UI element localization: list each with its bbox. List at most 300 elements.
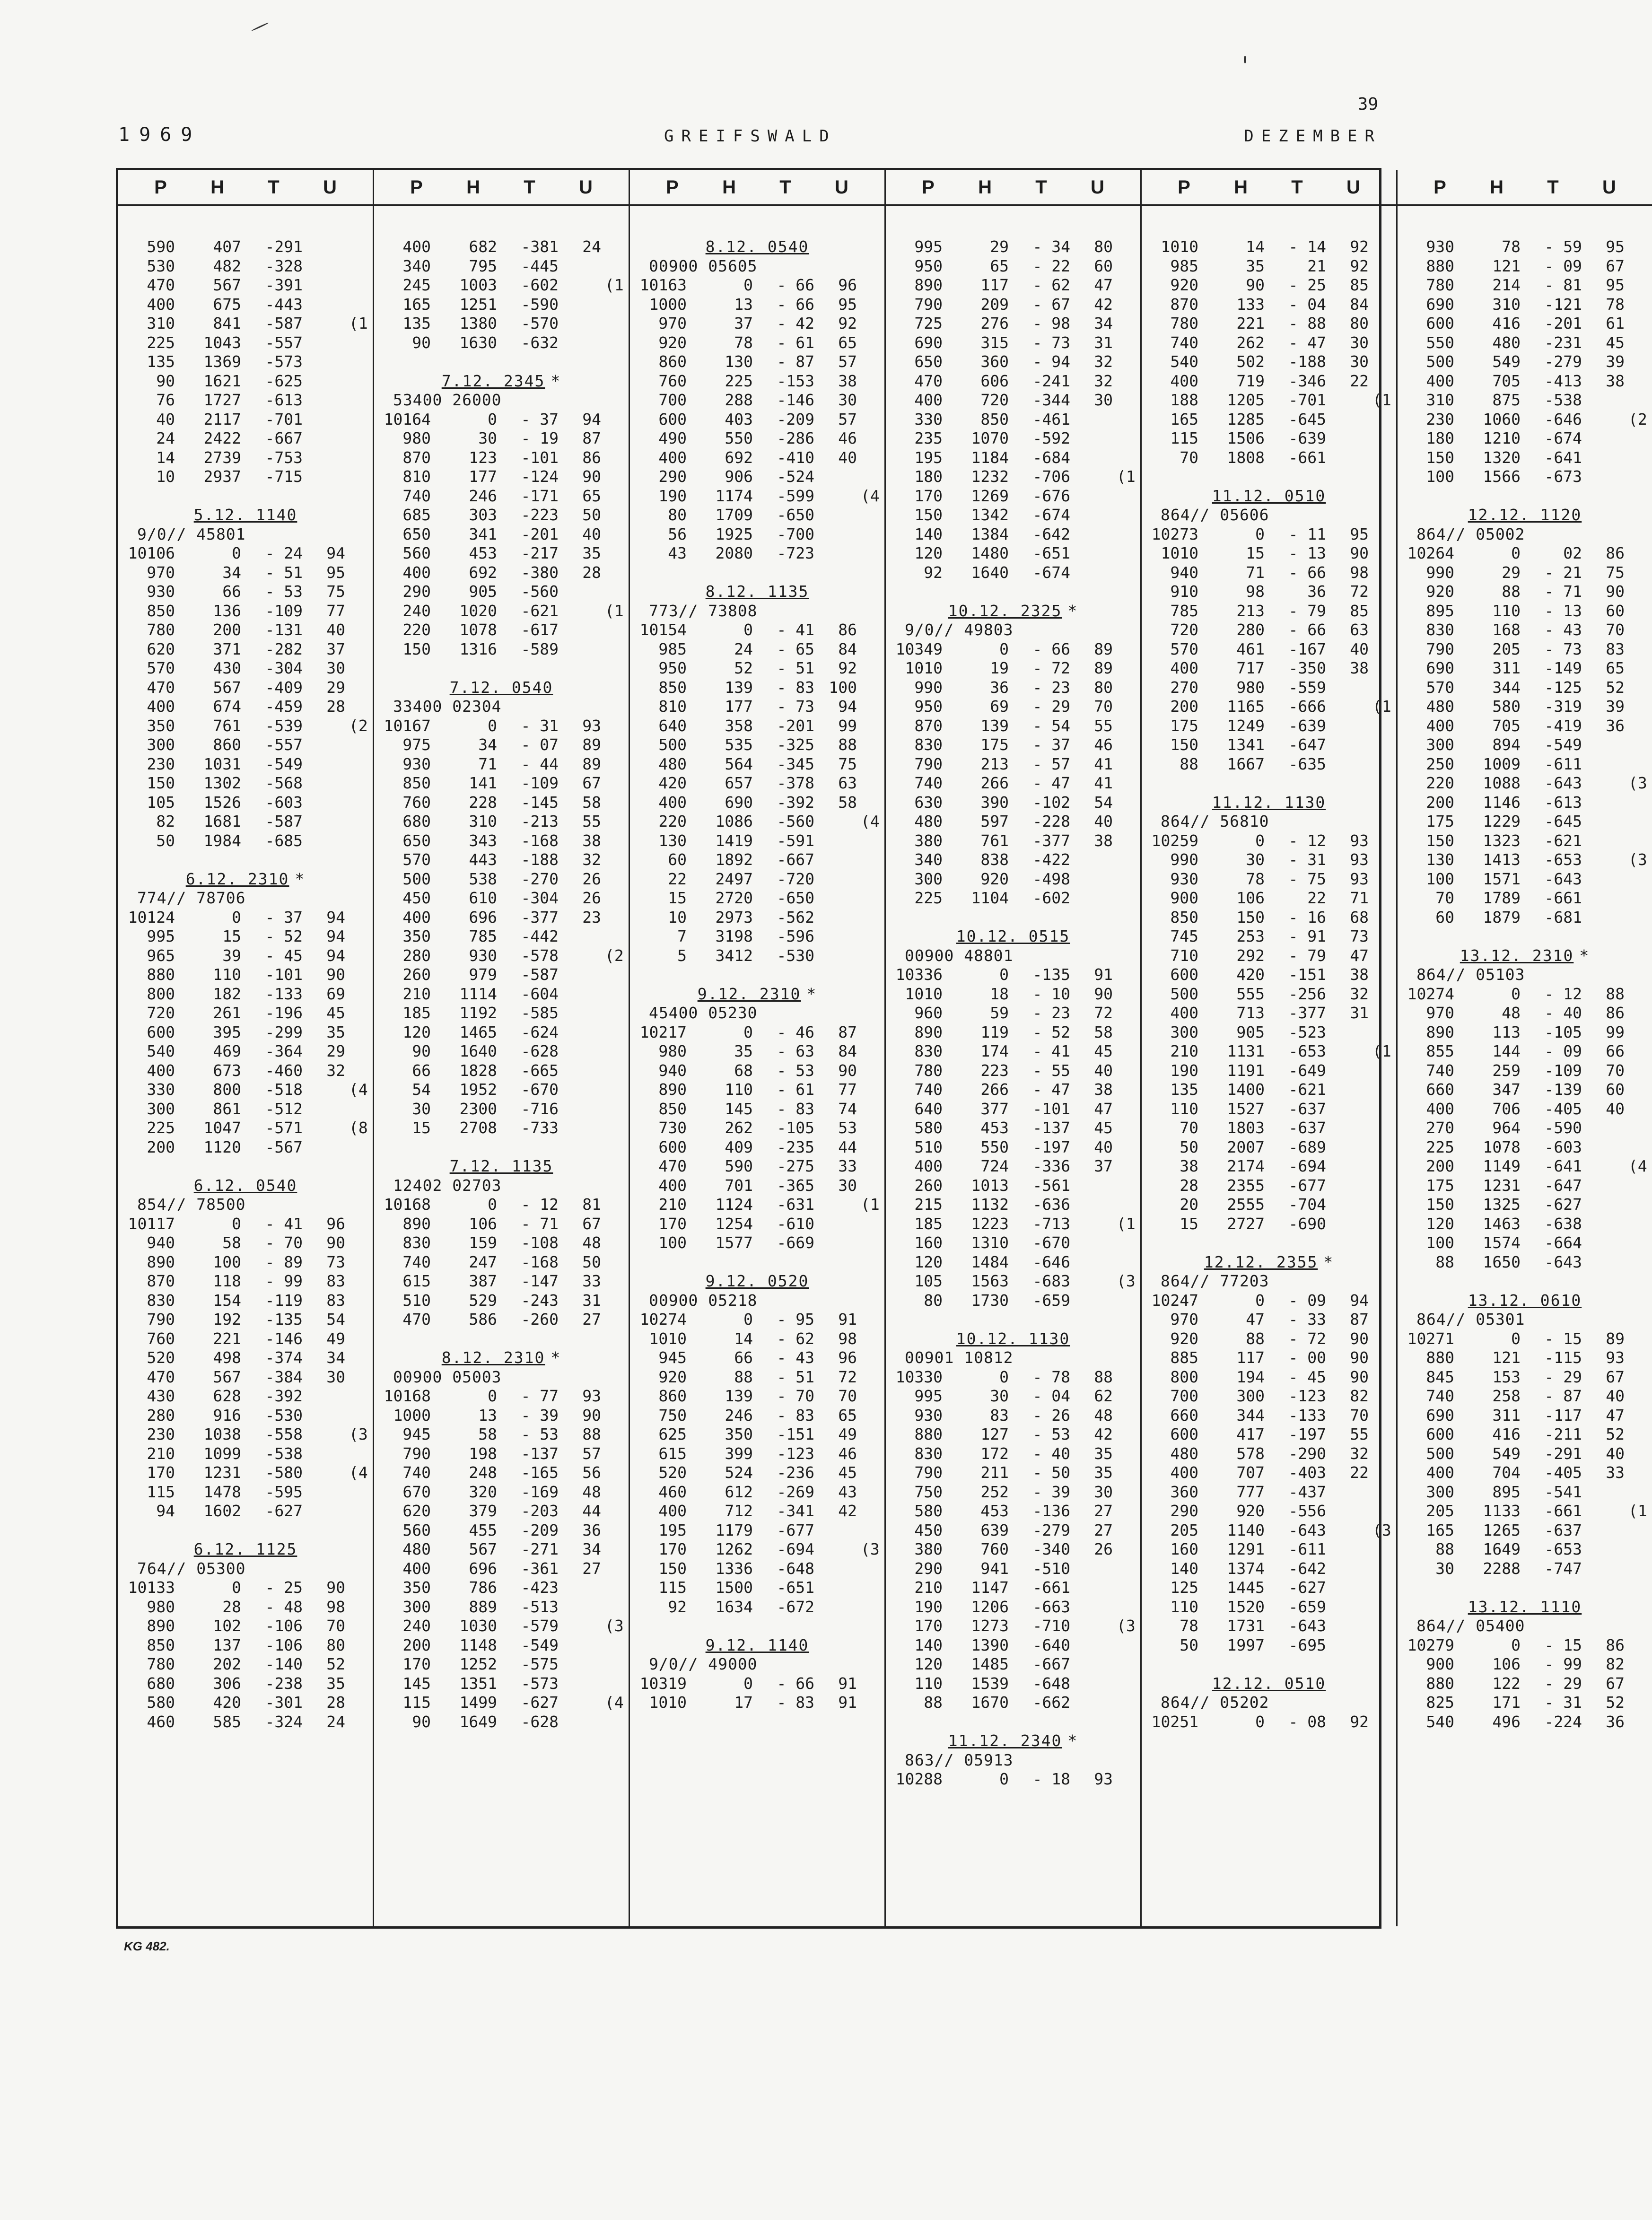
cell-u: 30 [1350, 352, 1369, 371]
table-row [118, 1100, 373, 1119]
cell-t: -589 [521, 639, 559, 658]
table-row [118, 1406, 373, 1425]
cell-p: 10168 [384, 1387, 431, 1406]
cell-u: 46 [838, 429, 857, 448]
cell-t: - 09 [1288, 1291, 1326, 1310]
cell-h: 1140 [1227, 1521, 1265, 1539]
table-row [118, 295, 373, 315]
cell-u: 38 [1350, 965, 1369, 984]
cell-t: - 41 [1032, 1042, 1070, 1061]
cell-h: 47 [1246, 1310, 1265, 1329]
cell-t: -573 [265, 352, 303, 371]
cell-t: - 47 [1288, 333, 1326, 352]
cell-h: 717 [1236, 659, 1265, 678]
cell-t: -460 [265, 1061, 303, 1080]
table-row [374, 467, 629, 487]
cell-p: 550 [1426, 333, 1454, 352]
cell-h: 1254 [715, 1214, 753, 1233]
ascent-datetime [630, 1636, 884, 1655]
cell-h: 259 [1492, 1061, 1521, 1080]
cell-p: 225 [147, 333, 175, 352]
cell-h: 1380 [459, 314, 497, 333]
cell-h: 136 [213, 601, 241, 620]
cell-h: 52 [734, 659, 753, 678]
table-column-3 [630, 170, 886, 1926]
cell-t: -345 [777, 754, 814, 773]
cell-u: 95 [838, 295, 857, 314]
table-row [118, 812, 373, 831]
cell-t: -169 [521, 1482, 559, 1501]
table-row [374, 1233, 629, 1253]
table-row [118, 257, 373, 276]
cell-p: 90 [412, 1042, 431, 1061]
table-row [886, 333, 1140, 353]
table-row [1142, 1042, 1396, 1061]
cell-u: 94 [326, 908, 345, 926]
cell-h: 246 [469, 486, 497, 505]
cell-u: 68 [1350, 908, 1369, 926]
table-row [886, 487, 1140, 506]
cell-h: 403 [725, 410, 753, 428]
cell-p: 800 [147, 984, 175, 1003]
cell-p: 400 [402, 908, 431, 926]
table-row [1142, 391, 1396, 410]
ascent-datetime-text: 7.12. 0540 [449, 678, 553, 697]
cell-h: 154 [213, 1291, 241, 1310]
cell-t: - 54 [1032, 716, 1070, 735]
table-row [886, 1215, 1140, 1234]
cell-t: -695 [1288, 1635, 1326, 1654]
table-row [630, 1023, 884, 1042]
cell-h: 175 [980, 735, 1009, 754]
table-row [886, 506, 1140, 525]
table-row [374, 889, 629, 908]
column-header-label: H [1234, 176, 1248, 198]
cell-t: -556 [1288, 1502, 1326, 1521]
cell-t: - 11 [1288, 524, 1326, 543]
ascent-code: 864// 05400 [1416, 1617, 1525, 1635]
cell-h: 223 [980, 1061, 1009, 1080]
cell-h: 83 [990, 1406, 1009, 1425]
cell-h: 0 [743, 621, 753, 639]
cell-h: 0 [999, 1367, 1009, 1386]
cell-t: - 37 [521, 410, 559, 428]
cell-t: -137 [1032, 1119, 1070, 1137]
ascent-datetime-text: 12.12. 0510 [1212, 1674, 1326, 1693]
cell-n: (1 [349, 314, 368, 333]
cell-p: 980 [658, 1042, 687, 1061]
cell-u: 38 [582, 831, 601, 850]
cell-h: 1341 [1227, 735, 1265, 754]
ascent-datetime [374, 1348, 629, 1368]
table-row [630, 1080, 884, 1100]
cell-p: 290 [1170, 1502, 1198, 1521]
table-row [374, 295, 629, 315]
cell-t: -595 [265, 1482, 303, 1501]
table-row [118, 314, 373, 333]
table-row [630, 946, 884, 966]
ascent-datetime-text: 6.12. 2310 [185, 869, 289, 888]
table-row [1142, 1578, 1396, 1598]
table-row [630, 812, 884, 831]
table-row [1398, 1215, 1652, 1234]
cell-h: 35 [734, 1042, 753, 1061]
table-row [1398, 1061, 1652, 1081]
cell-u: 70 [326, 1617, 345, 1635]
table-row [1142, 410, 1396, 429]
cell-h: 119 [980, 1023, 1009, 1041]
cell-t: -670 [1032, 1233, 1070, 1252]
table-row [374, 1636, 629, 1655]
cell-t: -573 [521, 1674, 559, 1693]
table-row [1398, 621, 1652, 640]
cell-t: -666 [1288, 697, 1326, 716]
cell-p: 110 [1170, 1099, 1198, 1118]
cell-u: 70 [1606, 1061, 1625, 1080]
ascent-datetime [374, 678, 629, 698]
ascent-code: 864// 56810 [1161, 812, 1269, 830]
table-row [630, 850, 884, 870]
cell-p: 900 [1426, 1655, 1454, 1674]
cell-h: 117 [980, 276, 1009, 295]
cell-p: 880 [914, 1425, 943, 1444]
table-row [630, 372, 884, 391]
cell-h: 2007 [1227, 1137, 1265, 1156]
ascent-datetime-text: 6.12. 0540 [193, 1176, 297, 1195]
cell-h: 1078 [459, 621, 497, 639]
table-row [1398, 697, 1652, 717]
ascent-code: 864// 05301 [1416, 1310, 1525, 1329]
column-header-label: T [268, 176, 280, 198]
cell-p: 10124 [128, 908, 175, 926]
cell-t: -663 [1032, 1597, 1070, 1616]
cell-t: -570 [521, 314, 559, 333]
cell-h: 430 [213, 659, 241, 678]
cell-p: 570 [1170, 639, 1198, 658]
cell-p: 760 [147, 1329, 175, 1348]
table-row [886, 1253, 1140, 1272]
cell-h: 0 [1511, 544, 1521, 563]
cell-p: 500 [1426, 352, 1454, 371]
cell-h: 1325 [1483, 1195, 1521, 1214]
table-row [118, 544, 373, 563]
table-row [1398, 582, 1652, 602]
cell-h: 696 [469, 1559, 497, 1578]
cell-t: -279 [1544, 352, 1582, 371]
cell-p: 570 [402, 850, 431, 869]
cell-u: 91 [838, 1693, 857, 1712]
cell-p: 15 [412, 1119, 431, 1137]
cell-h: 1149 [1483, 1157, 1521, 1176]
cell-u: 90 [326, 1233, 345, 1252]
ascent-datetime [886, 927, 1140, 946]
cell-h: 315 [980, 333, 1009, 352]
cell-p: 580 [147, 1693, 175, 1712]
cell-t: -168 [521, 1252, 559, 1271]
cell-h: 36 [990, 678, 1009, 697]
cell-p: 600 [658, 1137, 687, 1156]
cell-p: 855 [1426, 1042, 1454, 1061]
cell-h: 252 [980, 1482, 1009, 1501]
table-row [374, 1291, 629, 1311]
cell-t: - 52 [1032, 1023, 1070, 1041]
table-row [886, 544, 1140, 563]
column-header-label: P [666, 176, 679, 198]
cell-t: - 47 [1032, 1080, 1070, 1099]
ascent-datetime-text: 8.12. 2310 [441, 1348, 545, 1367]
table-row [630, 1387, 884, 1406]
cell-p: 790 [402, 1444, 431, 1463]
cell-t: -498 [1032, 869, 1070, 888]
cell-t: -557 [265, 735, 303, 754]
cell-t: -625 [265, 371, 303, 390]
cell-t: -139 [1544, 1080, 1582, 1099]
table-column-2 [374, 170, 630, 1926]
cell-h: 1500 [715, 1578, 753, 1597]
table-row [886, 314, 1140, 333]
cell-p: 300 [1170, 1023, 1198, 1041]
cell-h: 253 [1236, 927, 1265, 946]
cell-p: 740 [1426, 1061, 1454, 1080]
table-row [1398, 448, 1652, 468]
cell-t: -557 [265, 333, 303, 352]
cell-h: 377 [980, 1099, 1009, 1118]
cell-t: -641 [1544, 448, 1582, 467]
cell-t: -704 [1288, 1195, 1326, 1214]
ascent-datetime-text: 13.12. 1110 [1468, 1597, 1582, 1616]
cell-h: 288 [725, 391, 753, 410]
cell-t: -340 [1032, 1540, 1070, 1559]
cell-u: 93 [1350, 869, 1369, 888]
cell-h: 1374 [1227, 1559, 1265, 1578]
cell-u: 45 [326, 1004, 345, 1023]
cell-u: 32 [582, 850, 601, 869]
table-row [118, 1310, 373, 1329]
cell-h: 713 [1236, 1004, 1265, 1023]
table-row [1398, 1713, 1652, 1732]
cell-h: 266 [980, 1080, 1009, 1099]
cell-n: (3 [1628, 850, 1647, 869]
cell-t: - 98 [1032, 314, 1070, 333]
cell-t: - 91 [1288, 927, 1326, 946]
table-row [886, 1368, 1140, 1387]
cell-t: -279 [1032, 1521, 1070, 1539]
table-row [886, 467, 1140, 487]
cell-p: 10154 [639, 621, 687, 639]
cell-t: -391 [265, 276, 303, 295]
cell-u: 38 [1350, 659, 1369, 678]
cell-u: 75 [1606, 563, 1625, 582]
cell-h: 1020 [459, 601, 497, 620]
cell-u: 43 [838, 1482, 857, 1501]
cell-u: 28 [326, 697, 345, 716]
cell-u: 90 [326, 1578, 345, 1597]
cell-p: 165 [1170, 410, 1198, 428]
cell-t: -747 [1544, 1559, 1582, 1578]
column-header-label: P [1433, 176, 1446, 198]
cell-u: 33 [838, 1157, 857, 1176]
table-row [1142, 352, 1396, 372]
ascent-code: 864// 05202 [1161, 1693, 1269, 1712]
cell-h: 705 [1492, 716, 1521, 735]
table-row [1398, 352, 1652, 372]
table-row [374, 1387, 629, 1406]
cell-h: 1539 [971, 1674, 1009, 1693]
cell-h: 29 [1502, 563, 1521, 582]
cell-h: 133 [1236, 295, 1265, 314]
table-row [374, 755, 629, 774]
cell-p: 400 [1426, 716, 1454, 735]
ascent-code: 774// 78706 [137, 889, 246, 907]
cell-u: 60 [1606, 1080, 1625, 1099]
table-row [886, 1157, 1140, 1176]
cell-p: 520 [147, 1348, 175, 1367]
ascent-datetime [118, 1176, 373, 1196]
ascent-datetime-text: 6.12. 1125 [193, 1540, 297, 1558]
table-row [886, 1636, 1140, 1655]
cell-p: 740 [402, 1463, 431, 1482]
cell-t: -613 [265, 391, 303, 410]
table-row [1142, 1559, 1396, 1579]
cell-p: 975 [402, 735, 431, 754]
cell-p: 400 [1426, 1463, 1454, 1482]
cell-u: 40 [1606, 1387, 1625, 1406]
cell-p: 100 [1426, 869, 1454, 888]
table-row [374, 1004, 629, 1023]
cell-u: 52 [326, 1655, 345, 1674]
cell-t: -627 [1288, 1578, 1326, 1597]
cell-u: 28 [582, 563, 601, 582]
cell-t: -201 [521, 524, 559, 543]
cell-p: 930 [147, 582, 175, 601]
cell-h: 1133 [1483, 1502, 1521, 1521]
cell-p: 260 [402, 965, 431, 984]
cell-u: 34 [326, 1348, 345, 1367]
table-row [630, 467, 884, 487]
table-row [1398, 1368, 1652, 1387]
table-row [118, 1042, 373, 1061]
cell-t: - 34 [1032, 237, 1070, 256]
table-row [886, 985, 1140, 1004]
ascent-code: 12402 02703 [393, 1176, 502, 1195]
cell-h: 1147 [971, 1578, 1009, 1597]
cell-t: -405 [1544, 1099, 1582, 1118]
table-row [1398, 544, 1652, 563]
table-row [1398, 717, 1652, 736]
cell-p: 10106 [128, 544, 175, 563]
cell-p: 480 [914, 812, 943, 831]
cell-t: - 95 [777, 1310, 814, 1329]
table-row [630, 1310, 884, 1329]
cell-t: - 13 [1288, 544, 1326, 563]
cell-h: 1104 [971, 889, 1009, 908]
cell-h: 0 [232, 544, 241, 563]
asterisk-mark: * [295, 869, 306, 888]
table-column-5 [1142, 170, 1398, 1926]
cell-u: 26 [582, 869, 601, 888]
cell-h: 707 [1236, 1463, 1265, 1482]
cell-t: -151 [1288, 965, 1326, 984]
cell-u: 40 [326, 621, 345, 639]
cell-h: 1789 [1483, 889, 1521, 908]
cell-t: -125 [1544, 678, 1582, 697]
cell-p: 120 [914, 1252, 943, 1271]
cell-n: (4 [349, 1080, 368, 1099]
cell-t: 36 [1307, 582, 1326, 601]
ascent-datetime [374, 1157, 629, 1176]
table-row [886, 1578, 1140, 1598]
cell-u: 98 [1350, 563, 1369, 582]
cell-t: -133 [1288, 1406, 1326, 1425]
cell-h: 262 [1236, 333, 1265, 352]
cell-h: 153 [1492, 1367, 1521, 1386]
cell-h: 0 [999, 965, 1009, 984]
cell-p: 70 [1435, 889, 1454, 908]
cell-t: - 75 [1288, 869, 1326, 888]
cell-h: 213 [1236, 601, 1265, 620]
table-row [1142, 1291, 1396, 1311]
cell-p: 10274 [1407, 984, 1454, 1003]
cell-h: 1232 [971, 467, 1009, 486]
cell-p: 400 [402, 1559, 431, 1578]
cell-t: -596 [777, 927, 814, 946]
cell-h: 1649 [1483, 1540, 1521, 1559]
cell-h: 18 [990, 984, 1009, 1003]
table-row [1142, 1100, 1396, 1119]
cell-u: 90 [326, 965, 345, 984]
table-row [118, 1272, 373, 1291]
cell-u: 45 [1606, 333, 1625, 352]
cell-t: -171 [521, 486, 559, 505]
cell-n: (1 [1372, 1042, 1391, 1061]
cell-t: -640 [1032, 1635, 1070, 1654]
cell-p: 690 [1426, 1406, 1454, 1425]
cell-h: 1709 [715, 506, 753, 524]
cell-p: 660 [1426, 1080, 1454, 1099]
cell-t: -146 [265, 1329, 303, 1348]
cell-p: 510 [914, 1137, 943, 1156]
cell-p: 510 [402, 1291, 431, 1310]
cell-u: 40 [1606, 1099, 1625, 1118]
cell-t: -510 [1032, 1559, 1070, 1578]
cell-p: 350 [402, 1578, 431, 1597]
cell-h: 1413 [1483, 850, 1521, 869]
cell-t: - 25 [265, 1578, 303, 1597]
cell-u: 27 [1094, 1521, 1113, 1539]
cell-h: 930 [469, 946, 497, 965]
cell-t: -568 [265, 774, 303, 793]
cell-h: 1485 [971, 1655, 1009, 1674]
cell-t: -669 [777, 1233, 814, 1252]
cell-t: -647 [1544, 1176, 1582, 1195]
cell-t: - 23 [1032, 678, 1070, 697]
cell-p: 120 [1426, 1214, 1454, 1233]
table-row [886, 717, 1140, 736]
cell-p: 220 [658, 812, 687, 831]
cell-h: 1520 [1227, 1597, 1265, 1616]
cell-u: 80 [1350, 314, 1369, 333]
cell-t: - 53 [265, 582, 303, 601]
table-row [1142, 1502, 1396, 1521]
cell-h: 480 [1492, 333, 1521, 352]
table-row [1142, 448, 1396, 468]
cell-p: 950 [914, 697, 943, 716]
cell-t: -299 [265, 1023, 303, 1041]
cell-u: 31 [1350, 1004, 1369, 1023]
table-row [118, 1578, 373, 1598]
column-header-label: U [578, 176, 593, 198]
cell-t: - 89 [265, 1252, 303, 1271]
